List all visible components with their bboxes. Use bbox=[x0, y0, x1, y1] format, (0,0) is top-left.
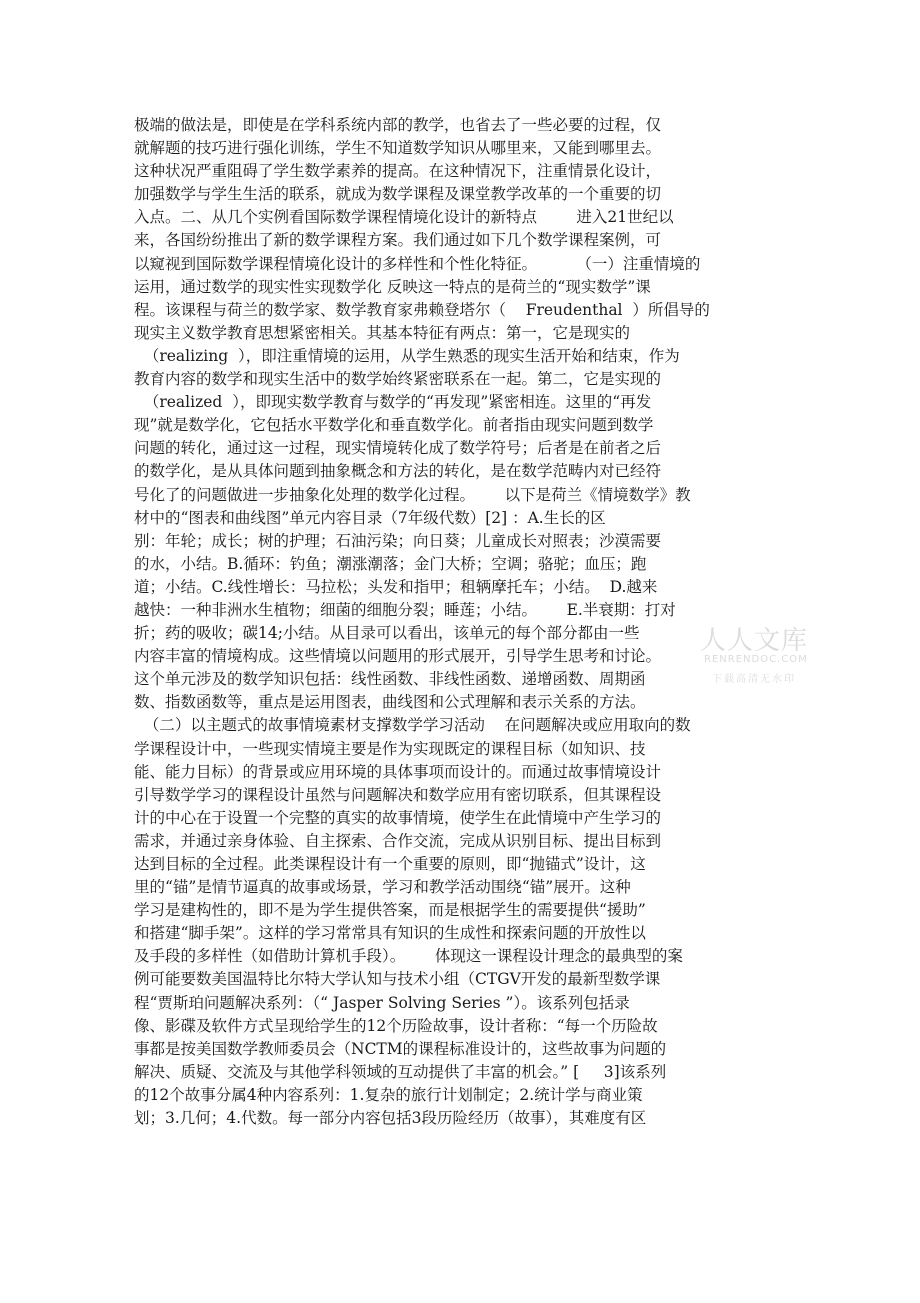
text-line: 道；小结。C.线性增长：马拉松；头发和指甲；租辆摩托车；小结。 D.越来 bbox=[134, 577, 658, 596]
text-line: 别：年轮；成长；树的护理；石油污染；向日葵；儿童成长对照表；沙漠需要 bbox=[134, 531, 662, 550]
text-line: 材中的“图表和曲线图”单元内容目录（7年级代数）[2] ：A.生长的区 bbox=[134, 508, 606, 527]
watermark-subtitle: 下载高清无水印 bbox=[712, 674, 796, 685]
text-line: 例可能要数美国温特比尔特大学认知与技术小组（CTGV开发的最新型数学课 bbox=[134, 970, 661, 989]
text-line: 及手段的多样性（如借助计算机手段）。 体现这一课程设计理念的最典型的案 bbox=[134, 947, 683, 966]
watermark-title: 人人文库 bbox=[700, 626, 809, 656]
text-line: 像、影碟及软件方式呈现给学生的12个历险故事，设计者称：“每一个历险故 bbox=[134, 1016, 658, 1035]
text-line: 加强数学与学生生活的联系，就成为数学课程及课堂教学改革的一个重要的切 bbox=[134, 185, 662, 204]
document-body-text bbox=[134, 114, 794, 1130]
text-line: （realizing ），即注重情境的运用，从学生熟悉的现实生活开始和结束，作为 bbox=[134, 346, 680, 365]
text-line: 的数学化，是从具体问题到抽象概念和方法的转化，是在数学范畴内对已经符 bbox=[134, 462, 662, 481]
text-line: 里的“锚”是情节逼真的故事或场景，学习和教学活动围绕“锚”展开。这种 bbox=[134, 878, 631, 897]
text-line: 需求，并通过亲身体验、自主探索、合作交流，完成从识别目标、提出目标到 bbox=[134, 831, 662, 850]
text-line: 越快：一种非洲水生植物；细菌的细胞分裂；睡莲；小结。 E.半衰期：打对 bbox=[134, 600, 676, 619]
text-line: 事都是按美国数学教师委员会（NCTM的课程标准设计的，这些故事为问题的 bbox=[134, 1039, 667, 1058]
text-line: 折；药的吸收；碳14;小结。从目录可以看出，该单元的每个部分都由一些 bbox=[134, 624, 640, 643]
text-line: 程。该课程与荷兰的数学家、数学教育家弗赖登塔尔（ Freudenthal ）所倡导的 bbox=[134, 300, 710, 319]
text-line: 就解题的技巧进行强化训练，学生不知道数学知识从哪里来，又能到哪里去。 bbox=[134, 139, 662, 158]
text-line: 现实主义数学教育思想紧密相关。其基本特征有两点：第一，它是现实的 bbox=[134, 323, 631, 342]
text-line: 达到目标的全过程。此类课程设计有一个重要的原则，即“抛锚式”设计，这 bbox=[134, 855, 646, 873]
text-line: （二）以主题式的故事情境素材支撑数学学习活动 在问题解决或应用取向的数 bbox=[134, 716, 691, 735]
text-line: 引导数学学习的课程设计虽然与问题解决和数学应用有密切联系，但其课程设 bbox=[134, 785, 662, 804]
text-line: 内容丰富的情境构成。这些情境以问题用的形式展开，引导学生思考和讨论。 bbox=[134, 647, 662, 666]
text-line: 能、能力目标）的背景或应用环境的具体事项而设计的。而通过故事情境设计 bbox=[134, 762, 662, 781]
text-line: 教育内容的数学和现实生活中的数学始终紧密联系在一起。第二，它是实现的 bbox=[134, 370, 662, 389]
text-line: 学课程设计中，一些现实情境主要是作为实现既定的课程目标（如知识、技 bbox=[134, 739, 646, 758]
text-line: （realized ），即现实数学教育与数学的“再发现”紧密相连。这里的“再发 bbox=[134, 393, 652, 412]
text-line: 来，各国纷纷推出了新的数学课程方案。我们通过如下几个数学课程案例，可 bbox=[134, 231, 662, 250]
text-line: 号化了的问题做进一步抽象化处理的数学化过程。 以下是荷兰《情境数学》教 bbox=[134, 485, 691, 504]
text-line: 运用，通过数学的现实性实现数学化 反映这一特点的是荷兰的“现实数学”课 bbox=[134, 277, 651, 296]
text-line: 计的中心在于设置一个完整的真实的故事情境，使学生在此情境中产生学习的 bbox=[134, 808, 662, 827]
text-line: 解决、质疑、交流及与其他学科领域的互动提供了丰富的机会。” [ 3]该系列 bbox=[134, 1062, 667, 1081]
text-line: 数、指数函数等，重点是运用图表，曲线图和公式理解和表示关系的方法。 bbox=[134, 693, 646, 712]
text-line: 以窥视到国际数学课程情境化设计的多样性和个性化特征。 （一）注重情境的 bbox=[134, 254, 701, 273]
text-line: 这个单元涉及的数学知识包括：线性函数、非线性函数、递增函数、周期函 bbox=[134, 670, 646, 689]
text-line: 和搭建“脚手架”。这样的学习常常具有知识的生成性和探索问题的开放性以 bbox=[134, 924, 646, 943]
text-line: 的12个故事分属4种内容系列：1.复杂的旅行计划制定；2.统计学与商业策 bbox=[134, 1085, 643, 1104]
text-line: 划；3.几何；4.代数。每一部分内容包括3段历险经历（故事），其难度有区 bbox=[134, 1109, 647, 1128]
text-line: 入点。二、从几个实例看国际数学课程情境化设计的新特点 进入21世纪以 bbox=[134, 208, 674, 227]
watermark-url: RENRENDOC.COM bbox=[704, 654, 808, 665]
text-line: 程“贾斯珀问题解决系列：（“ Jasper Solving Series ”）。该系列包括录 bbox=[134, 993, 630, 1012]
text-line: 极端的做法是，即使是在学科系统内部的教学，也省去了一些必要的过程，仅 bbox=[134, 116, 662, 134]
text-line: 学习是建构性的，即不是为学生提供答案，而是根据学生的需要提供“援助” bbox=[134, 901, 646, 920]
text-line: 的水，小结。B.循环：钓鱼；潮涨潮落；金门大桥；空调；骆驼；血压；跑 bbox=[134, 554, 647, 573]
text-line: 现”就是数学化，它包括水平数学化和垂直数学化。前者指由现实问题到数学 bbox=[134, 416, 654, 435]
text-line: 这种状况严重阻碍了学生数学素养的提高。在这种情况下，注重情景化设计， bbox=[134, 162, 662, 181]
text-line: 问题的转化，通过这一过程，现实情境转化成了数学符号；后者是在前者之后 bbox=[134, 439, 662, 458]
